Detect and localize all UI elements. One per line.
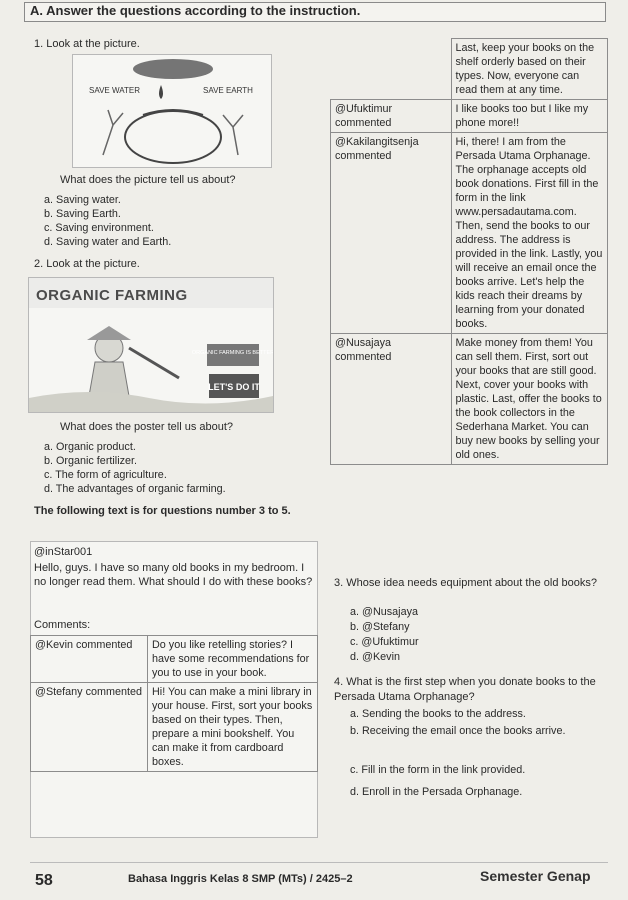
comment-text: Last, keep your books on the shelf orderly based on their types. Now, everyone can read them at any time. <box>451 39 608 100</box>
save-water-picture <box>72 54 272 168</box>
comment-author: @Kakilangitsenja commented <box>331 133 452 334</box>
comment-row <box>331 133 608 334</box>
q4-option-b[interactable]: b. Receiving the email once the books arrive. <box>350 725 566 737</box>
comments-table-right <box>330 38 608 465</box>
picture-label-save-earth: SAVE EARTH <box>203 86 253 95</box>
q2-option-c[interactable]: c. The form of agriculture. <box>44 469 167 481</box>
q3-option-a[interactable]: a. @Nusajaya <box>350 606 418 618</box>
comment-row <box>331 334 608 465</box>
q1-option-d[interactable]: d. Saving water and Earth. <box>44 236 172 248</box>
q1-prompt: What does the picture tell us about? <box>60 174 236 186</box>
comment-author: @Ufuktimur commented <box>331 100 452 133</box>
comment-text: Make money from them! You can sell them. First, sort out your books that are still good. Next, cover your books with plastic. Last, offer the books to the book collectors in the Sederhana Market. You can buy new books by selling your old ones. <box>451 334 608 465</box>
text-intro: The following text is for questions number 3 to 5. <box>34 505 291 517</box>
q2-label: 2. Look at the picture. <box>34 258 140 270</box>
book-title: Bahasa Inggris Kelas 8 SMP (MTs) / 2425–2 <box>128 873 353 885</box>
comment-row <box>31 683 318 772</box>
page-number: 58 <box>35 872 53 889</box>
q2-prompt: What does the poster tell us about? <box>60 421 234 433</box>
q3-option-d[interactable]: d. @Kevin <box>350 651 400 663</box>
comment-row <box>31 636 318 683</box>
poster-title: ORGANIC FARMING <box>36 287 188 304</box>
post-author: @inStar001 <box>34 546 93 558</box>
comment-row <box>331 39 608 100</box>
q1-option-a[interactable]: a. Saving water. <box>44 194 121 206</box>
q4-option-c[interactable]: c. Fill in the form in the link provided. <box>350 764 526 776</box>
comment-text: Hi, there! I am from the Persada Utama Orphanage. The orphanage accepts old book donations. First fill in the form in the link www.persadautama.com. Then, send the books to our address. The address is provided in the link. Lastly, you will receive an email once the books arrive. Let's help the kids reach their dreams by learning from your donated books. <box>451 133 608 334</box>
poster-badge: ORGANIC FARMING IS BETTER <box>191 350 273 356</box>
q2-option-d[interactable]: d. The advantages of organic farming. <box>44 483 226 495</box>
semester-label: Semester Genap <box>480 868 591 884</box>
q4-option-a[interactable]: a. Sending the books to the address. <box>350 708 526 720</box>
footer-divider <box>30 862 608 863</box>
q1-option-b[interactable]: b. Saving Earth. <box>44 208 121 220</box>
q3-prompt: 3. Whose idea needs equipment about the old books? <box>334 577 597 589</box>
picture-label-save-water: SAVE WATER <box>89 86 140 95</box>
comment-row <box>331 100 608 133</box>
q2-option-b[interactable]: b. Organic fertilizer. <box>44 455 138 467</box>
post-body: Hello, guys. I have so many old books in my bedroom. I no longer read them. What should I do with these books? <box>34 562 313 589</box>
q4-prompt: 4. What is the first step when you donate books to the Persada Utama Orphanage? <box>334 676 596 703</box>
poster-cta: LET'S DO IT <box>208 382 260 392</box>
comments-table-left <box>30 635 318 772</box>
comment-text: Do you like retelling stories? I have some recommendations for you to use in your book. <box>148 636 318 683</box>
q3-option-c[interactable]: c. @Ufuktimur <box>350 636 419 648</box>
comment-author: @Nusajaya commented <box>331 334 452 465</box>
comment-author <box>331 39 452 100</box>
q1-option-c[interactable]: c. Saving environment. <box>44 222 154 234</box>
comments-label: Comments: <box>34 619 91 631</box>
q1-label: 1. Look at the picture. <box>34 38 140 50</box>
comment-author: @Kevin commented <box>31 636 148 683</box>
q3-option-b[interactable]: b. @Stefany <box>350 621 410 633</box>
comment-author: @Stefany commented <box>31 683 148 772</box>
section-title: A. Answer the questions according to the instruction. <box>30 3 361 18</box>
comment-text: I like books too but I like my phone more!! <box>451 100 608 133</box>
comment-text: Hi! You can make a mini library in your house. First, sort your books based on their types. Then, prepare a mini bookshelf. You can make it from cardboard boxes. <box>148 683 318 772</box>
q4-option-d[interactable]: d. Enroll in the Persada Orphanage. <box>350 786 523 798</box>
save-water-illustration <box>73 55 271 167</box>
q2-option-a[interactable]: a. Organic product. <box>44 441 136 453</box>
